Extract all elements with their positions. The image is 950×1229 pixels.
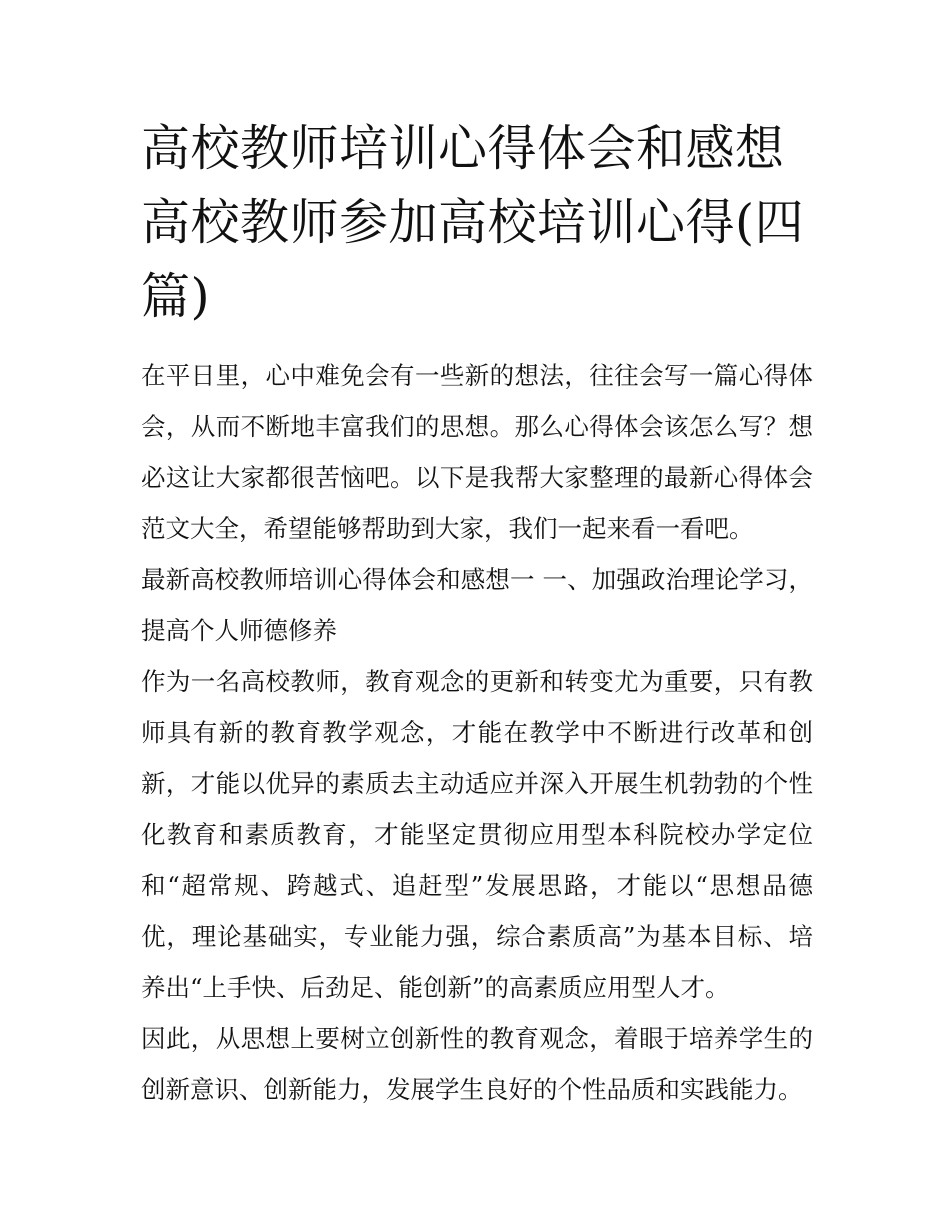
section-heading: 最新高校教师培训心得体会和感想一 一、加强政治理论学习，提高个人师德修养: [141, 565, 813, 645]
document-page: [141, 112, 813, 1115]
body-paragraph: 因此，从思想上要树立创新性的教育观念，着眼于培养学生的创新意识、创新能力，发展学生良好的个性品质和实践能力。: [141, 1024, 813, 1104]
intro-paragraph: 在平日里，心中难免会有一些新的想法，往往会写一篇心得体会，从而不断地丰富我们的思想。那么心得体会该怎么写？想必这让大家都很苦恼吧。以下是我帮大家整理的最新心得体会范文大全，希望能够帮助到大家，我们一起来看一看吧。: [141, 361, 813, 543]
body-paragraph: 作为一名高校教师，教育观念的更新和转变尤为重要，只有教师具有新的教育教学观念，才能在教学中不断进行改革和创新，才能以优异的素质去主动适应并深入开展生机勃勃的个性化教育和素质教育，才能坚定贯彻应用型本科院校办学定位和“超常规、跨越式、追赶型”发展思路，才能以“思想品德优，理论基础实，专业能力强，综合素质高”为基本目标、培养出“上手快、后劲足、能创新”的高素质应用型人才。: [141, 667, 813, 1002]
document-title: 高校教师培训心得体会和感想高校教师参加高校培训心得(四篇): [141, 120, 805, 325]
